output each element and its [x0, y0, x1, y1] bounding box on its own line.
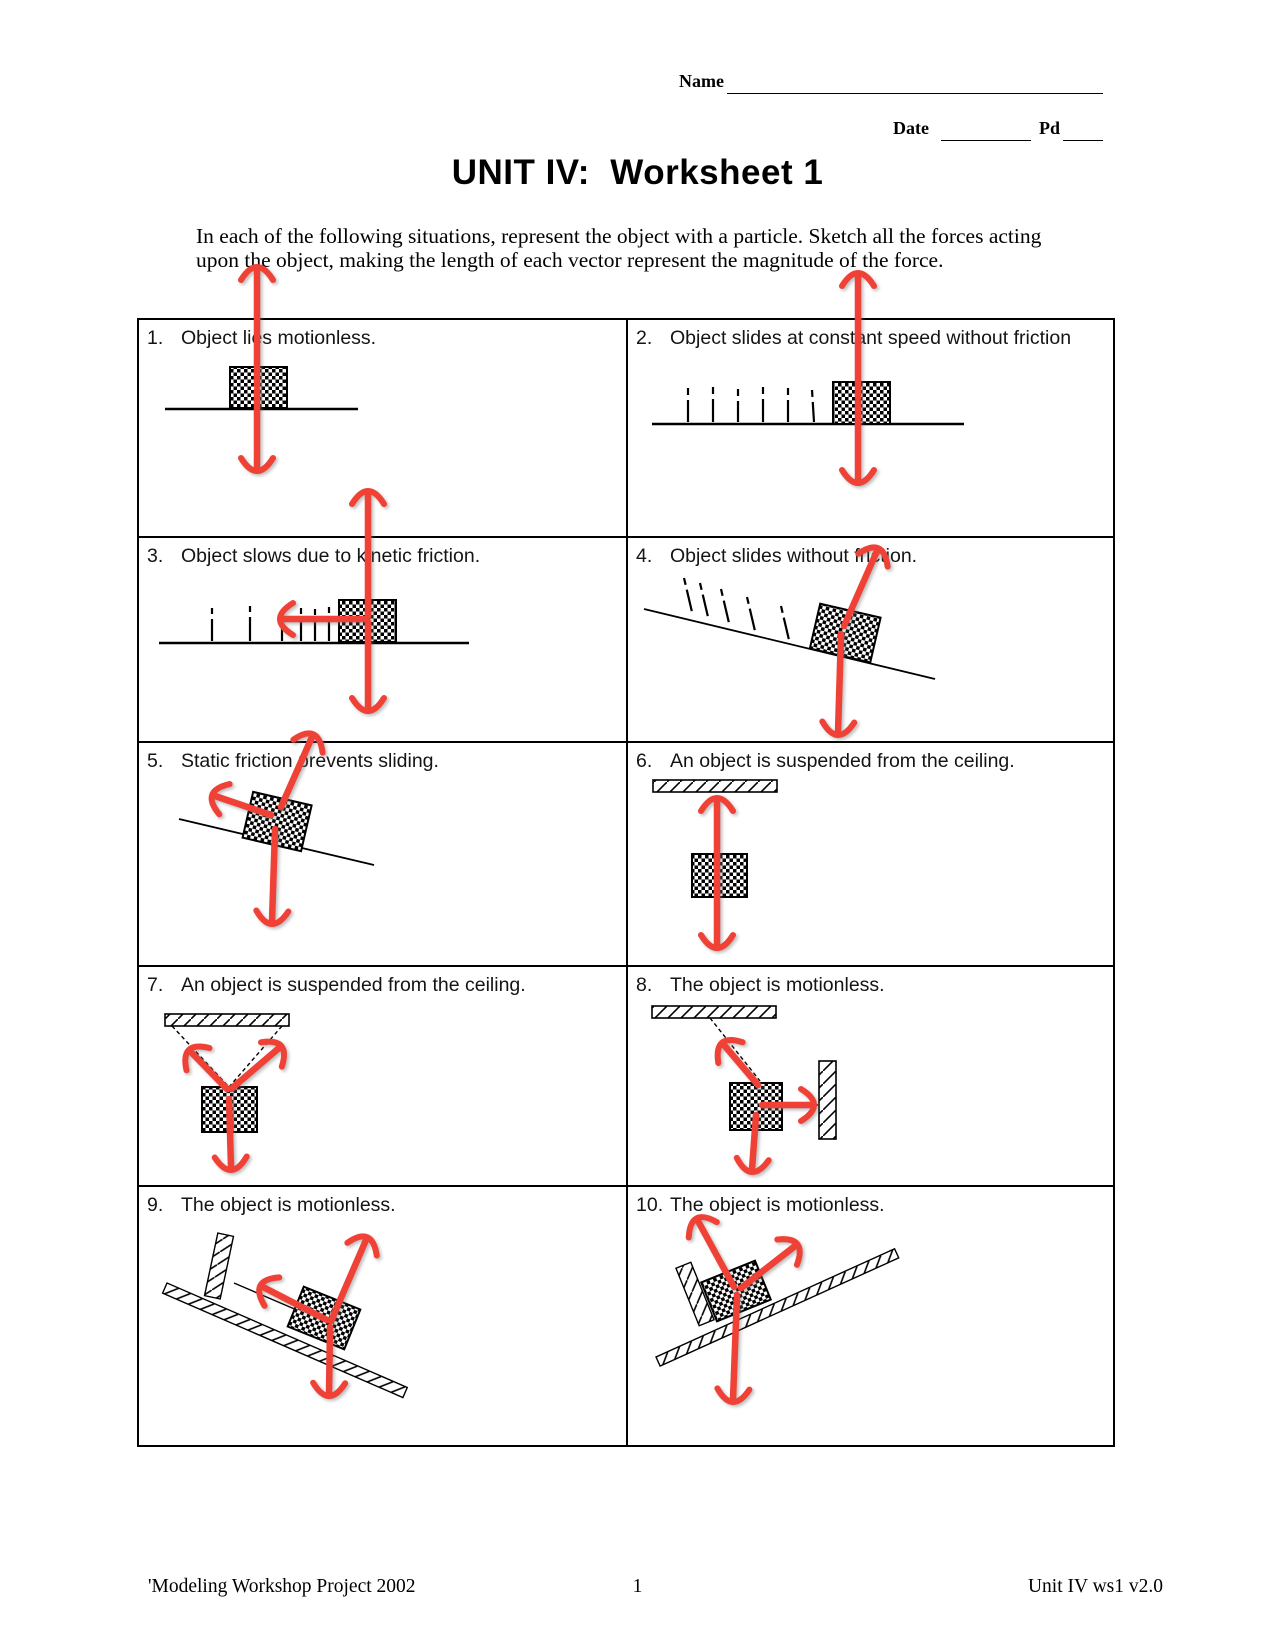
force-arrow-down: [229, 1099, 231, 1167]
problem-text: Static friction prevents sliding.: [181, 750, 439, 772]
wall: [819, 1061, 836, 1139]
figure-ramp-with-post: [139, 1187, 628, 1439]
problem-cell-2: [628, 320, 1113, 538]
problem-cell-3: [139, 538, 628, 743]
force-arrow-tension-upleft: [724, 1045, 758, 1085]
problem-text: Object slows due to kinetic friction.: [181, 545, 481, 567]
pd-blank-line: [1063, 107, 1103, 141]
pd-label: Pd: [1039, 118, 1061, 138]
force-arrow-down: [733, 1295, 737, 1399]
problem-number: 9.: [147, 1194, 164, 1216]
force-arrow-down: [752, 1115, 756, 1169]
name-label: Name: [679, 71, 724, 91]
problem-cell-4: [628, 538, 1113, 743]
problem-number: 10.: [636, 1194, 664, 1216]
force-arrow-tension-left: [191, 1052, 227, 1089]
post: [205, 1233, 234, 1299]
problem-cell-9: [139, 1187, 628, 1445]
problem-grid: [137, 318, 1115, 1447]
problem-text: An object is suspended from the ceiling.: [181, 974, 526, 996]
figure-block-on-incline: [628, 538, 1113, 743]
footer-page-number: 1: [632, 1576, 643, 1597]
problem-cell-7: [139, 967, 628, 1187]
ceiling: [165, 1014, 289, 1026]
force-arrow-down: [838, 634, 841, 732]
problem-text: Object slides without friction.: [670, 545, 918, 567]
ceiling: [652, 1006, 776, 1018]
name-blank-line: [727, 60, 1103, 94]
problem-number: 6.: [636, 750, 653, 772]
problem-number: 5.: [147, 750, 164, 772]
problem-number: 8.: [636, 974, 653, 996]
footer-project: 'Modeling Workshop Project 2002: [148, 1576, 416, 1597]
block: [833, 382, 890, 424]
problem-text: Object lies motionless.: [181, 327, 377, 349]
problem-cell-5: [139, 743, 628, 967]
block: [810, 604, 881, 663]
problem-number: 2.: [636, 327, 653, 349]
problem-cell-10: [628, 1187, 1113, 1445]
incline-line: [644, 609, 935, 679]
force-arrow-tension-right: [231, 1048, 279, 1089]
problem-text: The object is motionless.: [181, 1194, 396, 1216]
instructions: [196, 224, 1146, 272]
problem-text: The object is motionless.: [670, 1194, 885, 1216]
problem-cell-8: [628, 967, 1113, 1187]
page-title: UNIT IV: Worksheet 1: [451, 153, 824, 192]
problem-cell-6: [628, 743, 1113, 967]
figure-string-and-wall: [628, 967, 1113, 1187]
instructions-line2: upon the object, making the length of each vector represent the magnitude of the force.: [196, 248, 944, 272]
problem-number: 3.: [147, 545, 164, 567]
problem-number: 7.: [147, 974, 164, 996]
date-blank-line: [941, 107, 1031, 141]
force-arrow-down: [329, 1327, 330, 1393]
problem-text: The object is motionless.: [670, 974, 885, 996]
force-arrow-down: [272, 829, 275, 921]
problem-text: Object slides at constant speed without friction: [670, 327, 1072, 349]
problem-number: 4.: [636, 545, 653, 567]
instructions-line1: In each of the following situations, represent the object with a particle. Sketch all the forces acting: [196, 224, 1042, 248]
force-arrow-normal: [281, 737, 312, 807]
figure-sliding-block: [628, 320, 1113, 538]
figure-block-on-ground: [139, 320, 628, 538]
figure-hanging-block: [628, 743, 1113, 967]
figure-static-friction-incline: [139, 743, 628, 967]
ceiling: [653, 780, 777, 792]
problem-number: 1.: [147, 327, 164, 349]
motion-marks: [688, 387, 814, 422]
footer-version: Unit IV ws1 v2.0: [1027, 1576, 1163, 1597]
problem-text: An object is suspended from the ceiling.: [670, 750, 1015, 772]
figure-two-string-hang: [139, 967, 628, 1187]
motion-marks: [212, 606, 329, 641]
string: [710, 1018, 760, 1081]
problem-cell-1: [139, 320, 628, 538]
date-label: Date: [893, 118, 929, 138]
figure-slowing-block: [139, 538, 628, 743]
figure-ramp-with-stop: [628, 1187, 1113, 1439]
